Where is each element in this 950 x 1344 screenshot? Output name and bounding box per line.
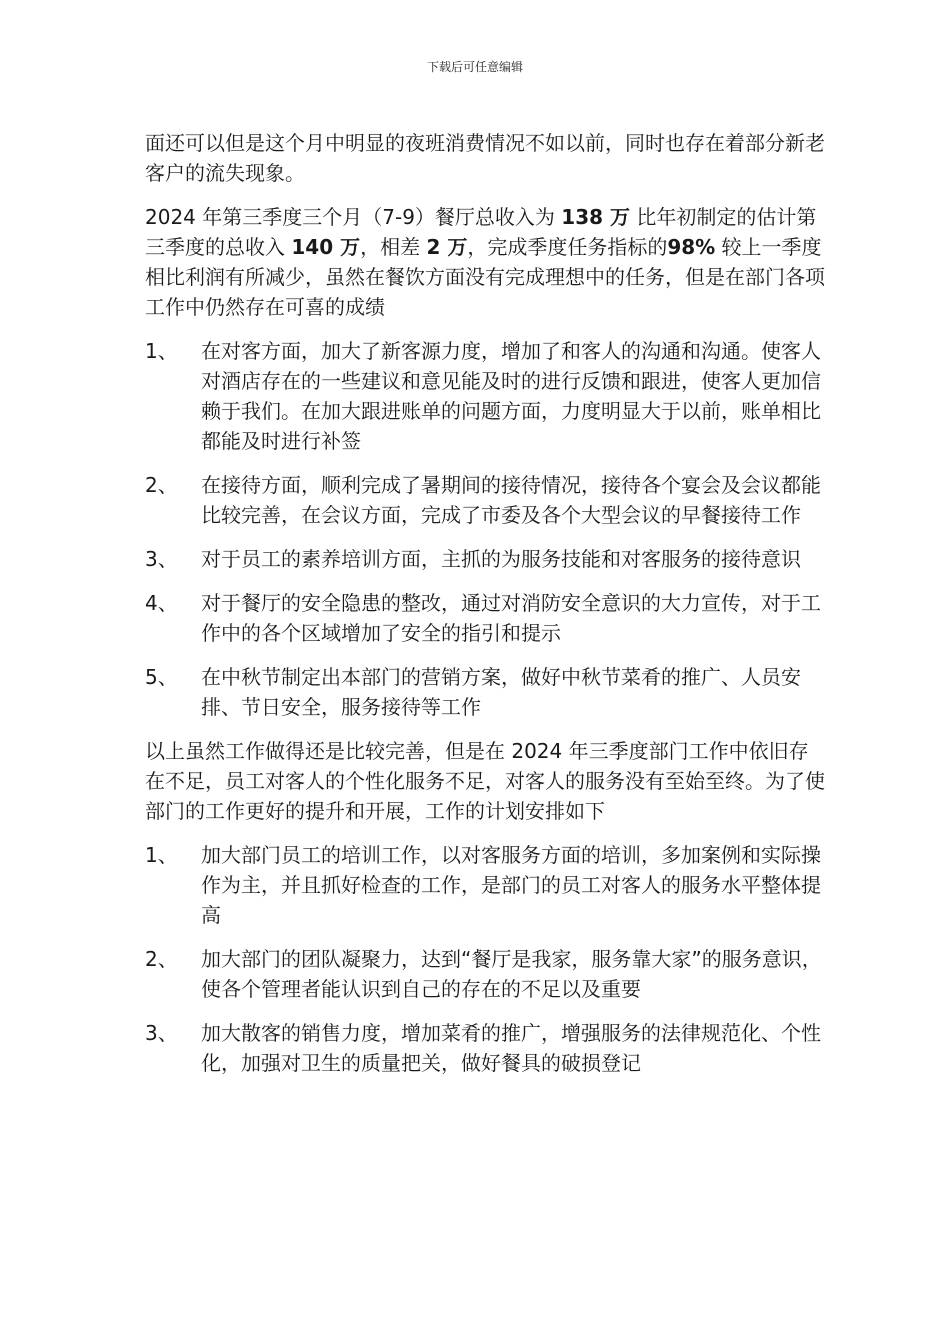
list-item	[145, 470, 825, 530]
list-item	[145, 588, 825, 648]
actual-revenue: 138 万	[561, 205, 630, 229]
list-item-number: 2、	[145, 947, 178, 971]
list-item-number: 1、	[145, 843, 178, 867]
list-item	[145, 336, 825, 456]
list-item	[145, 840, 825, 930]
list-item-text: 加大部门的团队凝聚力，达到“餐厅是我家，服务靠大家”的服务意识，使各个管理者能认识到自己的存在的不足以及重要	[201, 947, 822, 1001]
page-header-note: 下载后可任意编辑	[426, 60, 523, 74]
paragraph-revenue-summary	[145, 202, 825, 322]
list-item-text: 在中秋节制定出本部门的营销方案，做好中秋节菜肴的推广、人员安排、节日安全，服务接待等工作	[201, 665, 801, 719]
list-item-text: 在接待方面，顺利完成了暑期间的接待情况，接待各个宴会及会议都能比较完善，在会议方面，完成了市委及各个大型会议的早餐接待工作	[201, 473, 821, 527]
revenue-text-4: ，完成季度任务指标的	[467, 235, 668, 259]
list-item-number: 3、	[145, 1021, 178, 1045]
plan-list	[145, 840, 825, 1078]
revenue-gap: 2 万	[426, 235, 468, 259]
list-item-number: 5、	[145, 665, 178, 689]
target-revenue: 140 万	[291, 235, 361, 259]
list-item-number: 3、	[145, 547, 178, 571]
revenue-text-5: 较上一季度相比利润有所减少，虽然在餐饮方面没有完成理想中的任务，但是在部门各项工作中仍然存在可喜的成绩	[145, 235, 825, 319]
list-item-text: 在对客方面，加大了新客源力度，增加了和客人的沟通和沟通。使客人对酒店存在的一些建议和意见能及时的进行反馈和跟进，使客人更加信赖于我们。在加大跟进账单的问题方面，力度明显大于以前，账单相比都能及时进行补签	[201, 339, 821, 453]
document-body	[145, 128, 825, 1092]
paragraph-intro: 面还可以但是这个月中明显的夜班消费情况不如以前，同时也存在着部分新老客户的流失现象。	[145, 131, 825, 185]
list-item-number: 4、	[145, 591, 178, 615]
list-item	[145, 662, 825, 722]
list-item	[145, 1018, 825, 1078]
list-item-text: 对于员工的素养培训方面，主抓的为服务技能和对客服务的接待意识	[201, 547, 801, 571]
revenue-text-2: 比年初制定的估计第三季度的总收入	[145, 205, 817, 259]
achievements-list	[145, 336, 825, 722]
list-item-text: 加大散客的销售力度，增加菜肴的推广，增强服务的法律规范化、个性化，加强对卫生的质量把关，做好餐具的破损登记	[201, 1021, 821, 1075]
list-item-text: 对于餐厅的安全隐患的整改，通过对消防安全意识的大力宣传，对于工作中的各个区域增加了安全的指引和提示	[201, 591, 821, 645]
list-item-text: 加大部门员工的培训工作，以对客服务方面的培训，多加案例和实际操作为主，并且抓好检查的工作，是部门的员工对客人的服务水平整体提高	[201, 843, 821, 927]
list-item	[145, 544, 825, 574]
revenue-text-1: 2024 年第三季度三个月（7-9）餐厅总收入为	[145, 205, 562, 229]
completion-rate: 98%	[667, 235, 716, 259]
list-item-number: 2、	[145, 473, 178, 497]
list-item-number: 1、	[145, 339, 178, 363]
list-item	[145, 944, 825, 1004]
revenue-text-3: ，相差	[360, 235, 427, 259]
paragraph-shortcomings: 以上虽然工作做得还是比较完善，但是在 2024 年三季度部门工作中依旧存在不足，员工对客人的个性化服务不足，对客人的服务没有至始至终。为了使部门的工作更好的提升和开展，工作的计划安排如下	[145, 739, 825, 823]
